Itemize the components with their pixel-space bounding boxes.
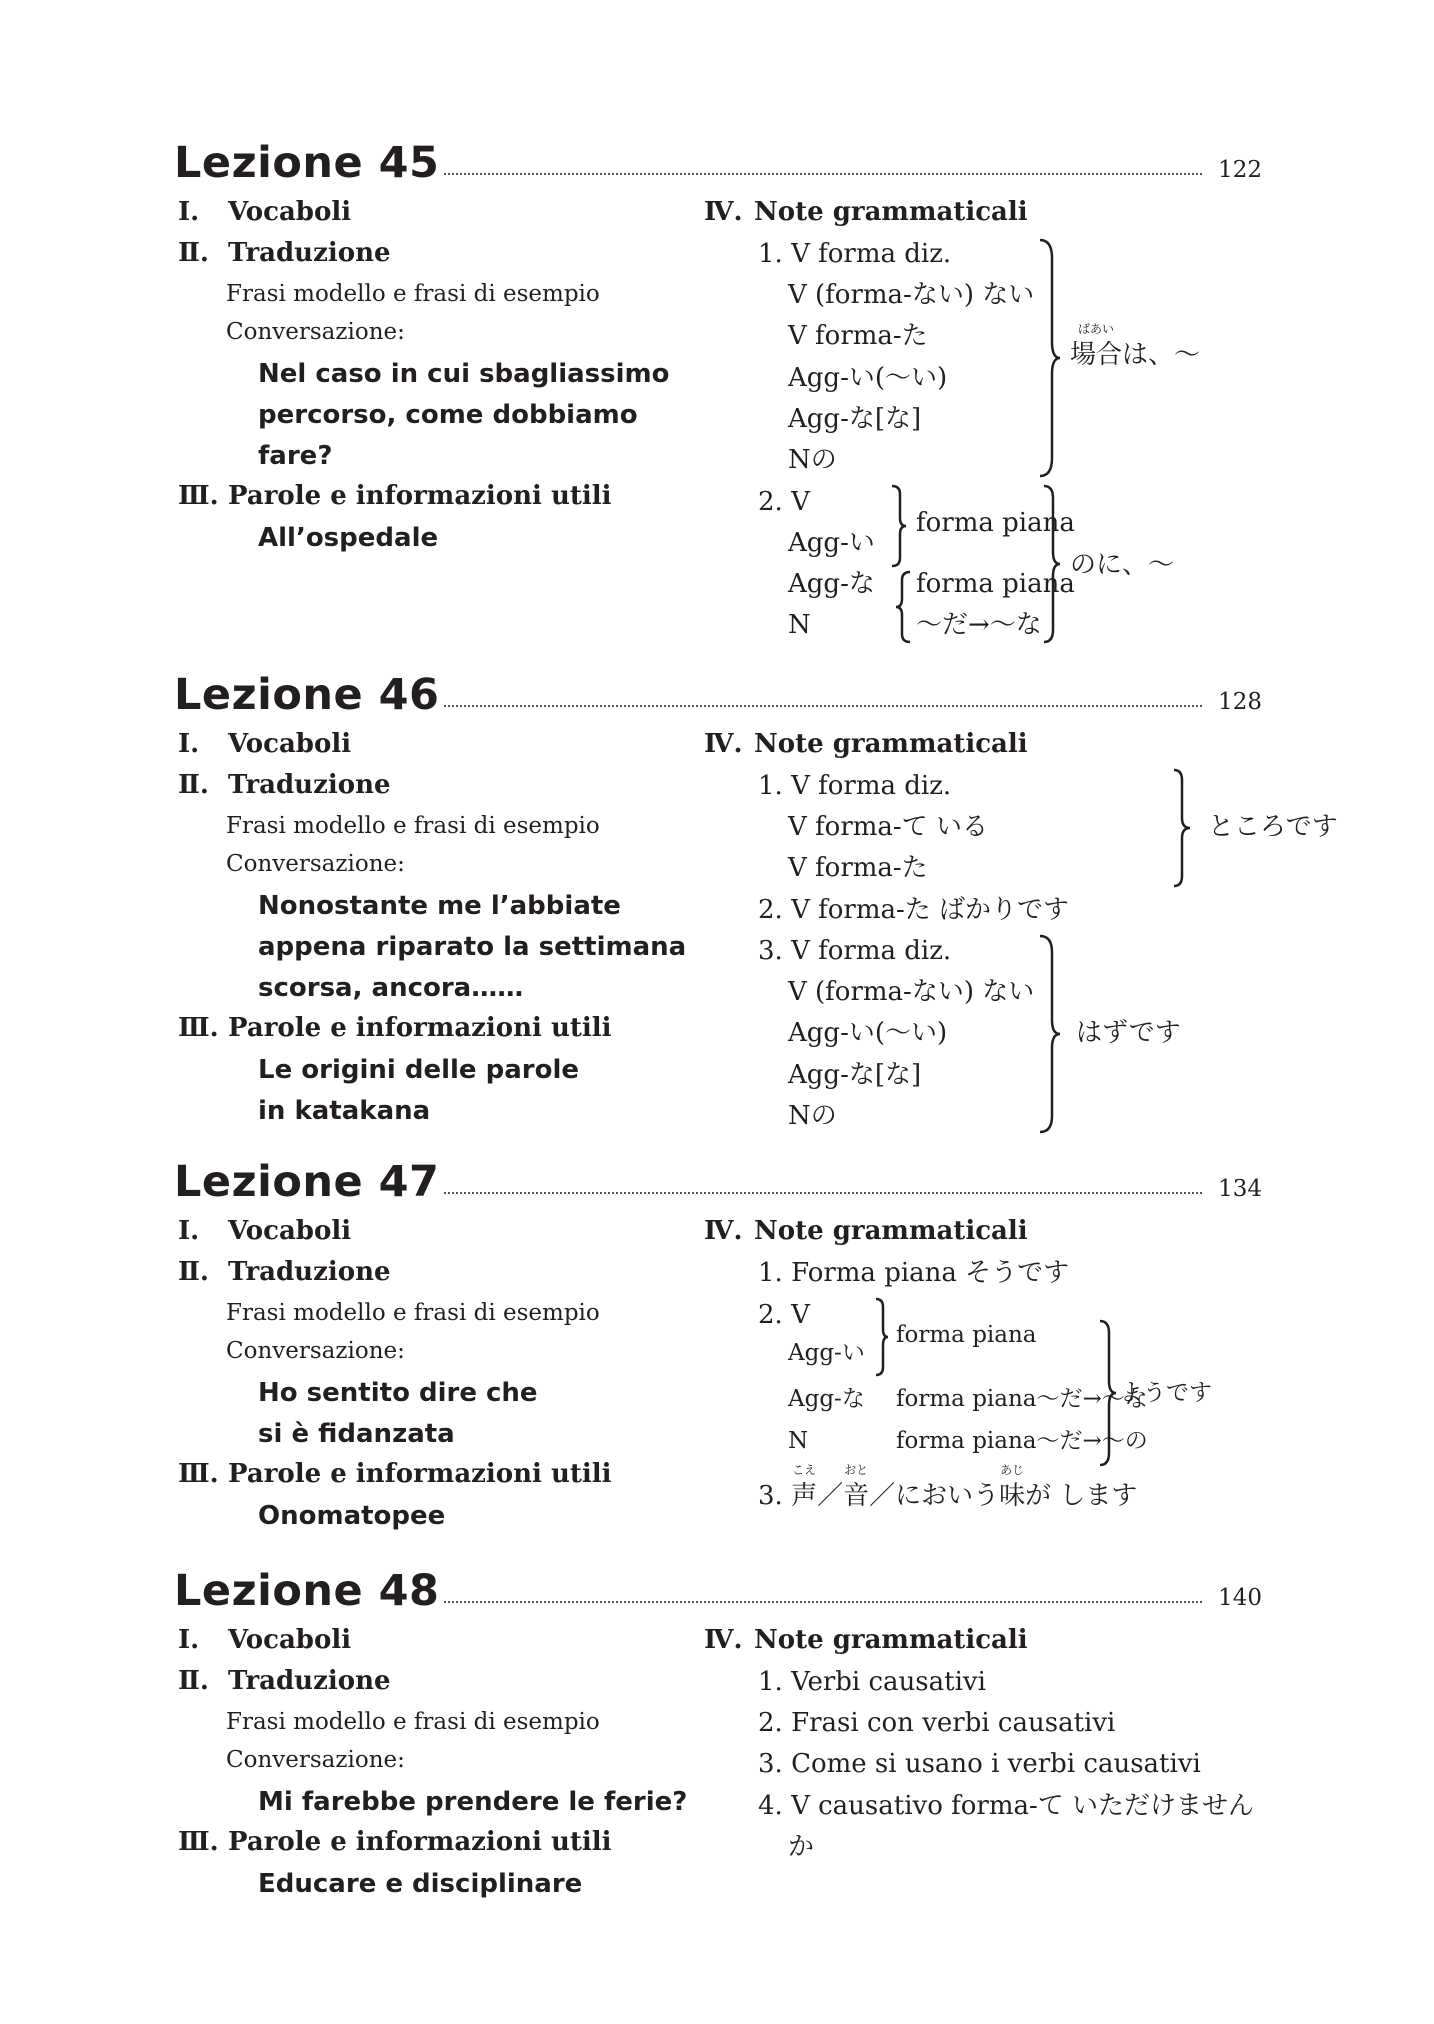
grammar-form: forma piana xyxy=(916,569,1075,599)
conversazione-label: Conversazione: xyxy=(226,319,405,345)
conversation-title-line: appena riparato la settimana xyxy=(258,932,687,962)
section-note: Ⅳ. Note grammaticali xyxy=(704,197,1028,227)
right-brace-icon xyxy=(1038,934,1062,1134)
grammar-line: か xyxy=(788,1832,815,1862)
grammar-line: Agg-い xyxy=(788,528,875,558)
frasi-label: Frasi modello e frasi di esempio xyxy=(226,1709,600,1735)
furigana-ruby: 味 あじ xyxy=(999,1463,1026,1511)
frasi-label: Frasi modello e frasi di esempio xyxy=(226,1300,600,1326)
grammar-line: N xyxy=(788,1428,809,1454)
grammar-line: 1. Verbi causativi xyxy=(758,1667,986,1697)
section-traduzione: Ⅱ. Traduzione xyxy=(178,770,391,800)
grammar-line: Nの xyxy=(788,445,837,475)
grammar-form: forma piana xyxy=(896,1322,1037,1348)
grammar-form: 〜だ→〜な xyxy=(916,610,1042,640)
lesson-48 xyxy=(174,1566,1262,1986)
right-brace-icon xyxy=(1098,1319,1118,1467)
grammar-line: Agg-い xyxy=(788,1340,865,1366)
section-vocaboli: Ⅰ. Vocaboli xyxy=(178,1216,352,1246)
left-brace-icon xyxy=(894,570,912,644)
section-parole: Ⅲ. Parole e informazioni utili xyxy=(178,1013,612,1043)
grammar-line: V forma-て いる xyxy=(788,812,988,842)
grammar-line: 3. V forma diz. xyxy=(758,936,952,966)
grammar-line: Agg-な[な] xyxy=(788,404,922,434)
right-brace-icon xyxy=(1042,484,1062,644)
grammar-result: のに、〜 xyxy=(1070,550,1175,580)
section-traduzione: Ⅱ. Traduzione xyxy=(178,1257,391,1287)
section-note: Ⅳ. Note grammaticali xyxy=(704,1216,1028,1246)
conversation-title-line: Nel caso in cui sbagliassimo xyxy=(258,359,670,389)
lesson-heading xyxy=(174,1566,1262,1626)
info-title: Onomatopee xyxy=(258,1501,446,1531)
info-title: Educare e disciplinare xyxy=(258,1869,583,1899)
dot-leader xyxy=(444,173,1202,175)
furigana-ruby: 声 こえ xyxy=(791,1463,818,1511)
grammar-line: N xyxy=(788,610,811,640)
section-traduzione: Ⅱ. Traduzione xyxy=(178,1666,391,1696)
grammar-result: ところです xyxy=(1208,812,1338,842)
lesson-title: Lezione 45 xyxy=(174,138,440,188)
lesson-47 xyxy=(174,1157,1262,1557)
grammar-line: V forma-た xyxy=(788,853,928,883)
info-title-line: Le origini delle parole xyxy=(258,1055,579,1085)
lesson-heading xyxy=(174,1157,1262,1217)
conversation-title-line: scorsa, ancora…… xyxy=(258,973,524,1003)
right-brace-icon xyxy=(890,484,908,568)
grammar-line: 2. V xyxy=(758,487,810,517)
grammar-line: Agg-な xyxy=(788,569,875,599)
grammar-line: 1. V forma diz. xyxy=(758,771,952,801)
conversation-title-line: si è fidanzata xyxy=(258,1419,455,1449)
section-traduzione: Ⅱ. Traduzione xyxy=(178,238,391,268)
conversazione-label: Conversazione: xyxy=(226,1747,405,1773)
info-title: All’ospedale xyxy=(258,523,439,553)
conversation-title-line: Nonostante me l’abbiate xyxy=(258,891,621,921)
grammar-line: Nの xyxy=(788,1101,837,1131)
conversation-title-line: percorso, come dobbiamo xyxy=(258,400,638,430)
furigana-ruby: 音 おと xyxy=(843,1463,870,1511)
page-number: 128 xyxy=(1218,689,1262,715)
frasi-label: Frasi modello e frasi di esempio xyxy=(226,813,600,839)
grammar-result: ようです xyxy=(1120,1380,1212,1406)
lesson-title: Lezione 47 xyxy=(174,1157,440,1207)
grammar-line: 3. 声 こえ ／音 おと ／においう味 あじ が します xyxy=(758,1463,1138,1511)
section-vocaboli: Ⅰ. Vocaboli xyxy=(178,1625,352,1655)
info-title-line: in katakana xyxy=(258,1096,431,1126)
lesson-46 xyxy=(174,670,1338,1140)
dot-leader xyxy=(444,1601,1202,1603)
conversazione-label: Conversazione: xyxy=(226,851,405,877)
section-parole: Ⅲ. Parole e informazioni utili xyxy=(178,1827,612,1857)
section-note: Ⅳ. Note grammaticali xyxy=(704,1625,1028,1655)
lesson-heading xyxy=(174,138,1262,198)
conversation-title-line: Ho sentito dire che xyxy=(258,1378,538,1408)
furigana-ruby: 場合 ばあい xyxy=(1070,322,1123,370)
dot-leader xyxy=(444,705,1202,707)
grammar-line: Agg-い(〜い) xyxy=(788,363,948,393)
page-number: 140 xyxy=(1218,1585,1262,1611)
lesson-title: Lezione 46 xyxy=(174,670,440,720)
grammar-line: V forma-た xyxy=(788,321,928,351)
grammar-form: forma piana〜だ→〜の xyxy=(896,1428,1148,1454)
grammar-line: V (forma-ない) ない xyxy=(788,280,1035,310)
grammar-line: 3. Come si usano i verbi causativi xyxy=(758,1749,1201,1779)
grammar-line: 2. Frasi con verbi causativi xyxy=(758,1708,1116,1738)
dot-leader xyxy=(444,1192,1202,1194)
right-brace-icon xyxy=(1038,238,1062,478)
frasi-label: Frasi modello e frasi di esempio xyxy=(226,281,600,307)
conversation-title-line: fare? xyxy=(258,441,333,471)
grammar-result: 場合 ばあい は、〜 xyxy=(1070,322,1201,370)
grammar-line: Agg-な[な] xyxy=(788,1060,922,1090)
lesson-heading xyxy=(174,670,1262,730)
grammar-line: V (forma-ない) ない xyxy=(788,977,1035,1007)
section-vocaboli: Ⅰ. Vocaboli xyxy=(178,729,352,759)
conversation-title: Mi farebbe prendere le ferie? xyxy=(258,1787,688,1817)
section-vocaboli: Ⅰ. Vocaboli xyxy=(178,197,352,227)
grammar-line: 2. V forma-た ばかりです xyxy=(758,895,1070,925)
right-brace-icon xyxy=(874,1297,890,1377)
right-brace-icon xyxy=(1172,768,1192,888)
grammar-form: forma piana〜だ→〜な xyxy=(896,1386,1148,1412)
section-parole: Ⅲ. Parole e informazioni utili xyxy=(178,481,612,511)
grammar-line: 2. V xyxy=(758,1300,810,1330)
section-note: Ⅳ. Note grammaticali xyxy=(704,729,1028,759)
conversazione-label: Conversazione: xyxy=(226,1338,405,1364)
section-parole: Ⅲ. Parole e informazioni utili xyxy=(178,1459,612,1489)
page-number: 134 xyxy=(1218,1176,1262,1202)
page-number: 122 xyxy=(1218,157,1262,183)
grammar-result: はずです xyxy=(1076,1018,1181,1048)
lesson-title: Lezione 48 xyxy=(174,1566,440,1616)
grammar-line: 1. V forma diz. xyxy=(758,239,952,269)
grammar-line: 1. Forma piana そうです xyxy=(758,1258,1070,1288)
grammar-line: Agg-い(〜い) xyxy=(788,1018,948,1048)
grammar-form: forma piana xyxy=(916,508,1075,538)
grammar-line: Agg-な xyxy=(788,1386,865,1412)
lesson-45 xyxy=(174,138,1262,658)
grammar-line: 4. V causativo forma-て いただけません xyxy=(758,1791,1255,1821)
